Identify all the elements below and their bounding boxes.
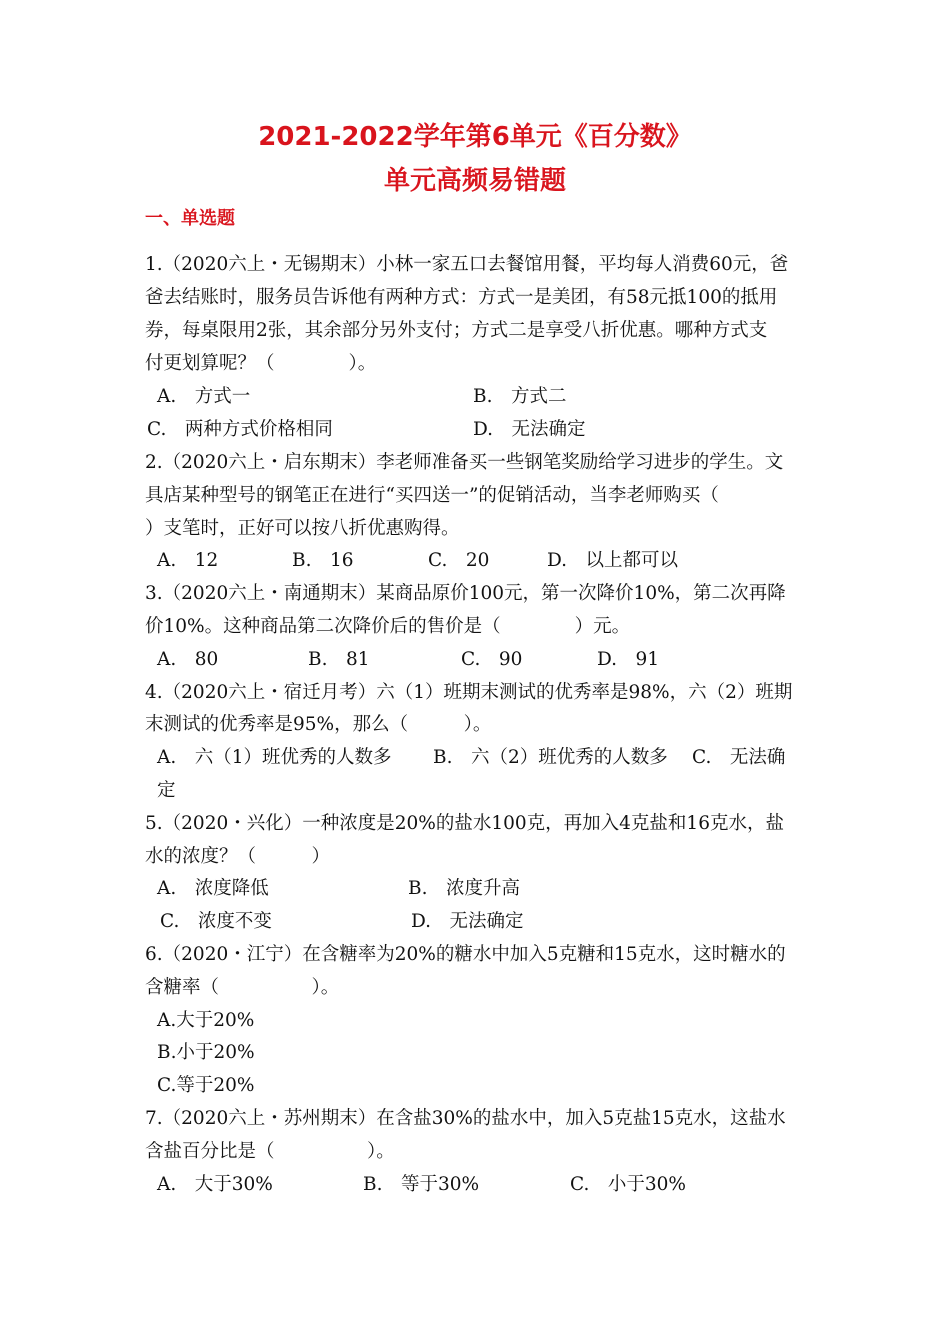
question-text-line: 具店某种型号的钢笔正在进行“买四送一”的促销活动，当李老师购买（ bbox=[145, 485, 719, 506]
question-text-line: 爸去结账时，服务员告诉他有两种方式：方式一是美团，有58元抵100的抵用 bbox=[145, 287, 778, 308]
question-text-line: 7.（2020六上・苏州期末）在含盐30%的盐水中，加入5克盐15克水，这盐水 bbox=[145, 1108, 786, 1129]
document-title: 2021-2022学年第6单元《百分数》 bbox=[258, 122, 692, 152]
option-c: C. 浓度不变 bbox=[160, 911, 272, 932]
option-a: A. 方式一 bbox=[157, 386, 251, 407]
question-text-line: 3.（2020六上・南通期末）某商品原价100元，第一次降价10%，第二次再降 bbox=[145, 583, 786, 604]
option-b: B.小于20% bbox=[157, 1042, 255, 1063]
option-b: B. 等于30% bbox=[363, 1174, 480, 1195]
document-subtitle: 单元高频易错题 bbox=[383, 166, 566, 196]
option-c: C. 20 bbox=[428, 550, 490, 571]
question-text-line: 2.（2020六上・启东期末）李老师准备买一些钢笔奖励给学习进步的学生。文 bbox=[145, 452, 784, 473]
question-text-line: 1.（2020六上・无锡期末）小林一家五口去餐馆用餐，平均每人消费60元，爸 bbox=[145, 254, 789, 275]
option-a: A. 大于30% bbox=[157, 1174, 273, 1195]
option-a: A. 浓度降低 bbox=[157, 878, 269, 899]
section-heading: 一、单选题 bbox=[145, 208, 235, 229]
question-text-line: 4.（2020六上・宿迁月考）六（1）班期末测试的优秀率是98%，六（2）班期 bbox=[145, 682, 793, 703]
option-c: C. 两种方式价格相同 bbox=[147, 419, 333, 440]
option-a: A. 12 bbox=[157, 550, 219, 571]
option-c: C. 90 bbox=[461, 649, 523, 670]
option-a: A.大于20% bbox=[157, 1010, 255, 1031]
option-a: A. 80 bbox=[157, 649, 219, 670]
question-text-line: 券，每桌限用2张，其余部分另外支付；方式二是享受八折优惠。哪种方式支 bbox=[145, 320, 768, 341]
question-text-line: 含盐百分比是（ ）。 bbox=[145, 1141, 395, 1162]
option-d: D. 无法确定 bbox=[411, 911, 524, 932]
option-c: C. 小于30% bbox=[570, 1174, 686, 1195]
option-a: A. 六（1）班优秀的人数多 bbox=[157, 747, 392, 768]
option-b: B. 方式二 bbox=[473, 386, 567, 407]
question-text-line: 含糖率（ ）。 bbox=[145, 977, 340, 998]
option-d: D. 91 bbox=[597, 649, 660, 670]
question-text-line: 6.（2020・江宁）在含糖率为20%的糖水中加入5克糖和15克水，这时糖水的 bbox=[145, 944, 786, 965]
option-d: D. 无法确定 bbox=[473, 419, 586, 440]
option-b: B. 浓度升高 bbox=[408, 878, 520, 899]
option-b: B. 16 bbox=[292, 550, 354, 571]
option-c-continued: 定 bbox=[157, 780, 176, 801]
option-c: C.等于20% bbox=[157, 1075, 255, 1096]
question-text-line: 5.（2020・兴化）一种浓度是20%的盐水100克，再加入4克盐和16克水，盐 bbox=[145, 813, 784, 834]
option-b: B. 六（2）班优秀的人数多 bbox=[433, 747, 668, 768]
option-d: D. 以上都可以 bbox=[547, 550, 679, 571]
question-text-line: 水的浓度？（ ） bbox=[145, 846, 331, 867]
question-text-line: ）支笔时，正好可以按八折优惠购得。 bbox=[145, 518, 460, 539]
option-b: B. 81 bbox=[308, 649, 370, 670]
option-c: C. 无法确 bbox=[692, 747, 786, 768]
question-text-line: 末测试的优秀率是95%，那么（ ）。 bbox=[145, 714, 492, 735]
question-text-line: 付更划算呢？（ ）。 bbox=[145, 353, 377, 374]
question-text-line: 价10%。这种商品第二次降价后的售价是（ ）元。 bbox=[145, 616, 631, 637]
